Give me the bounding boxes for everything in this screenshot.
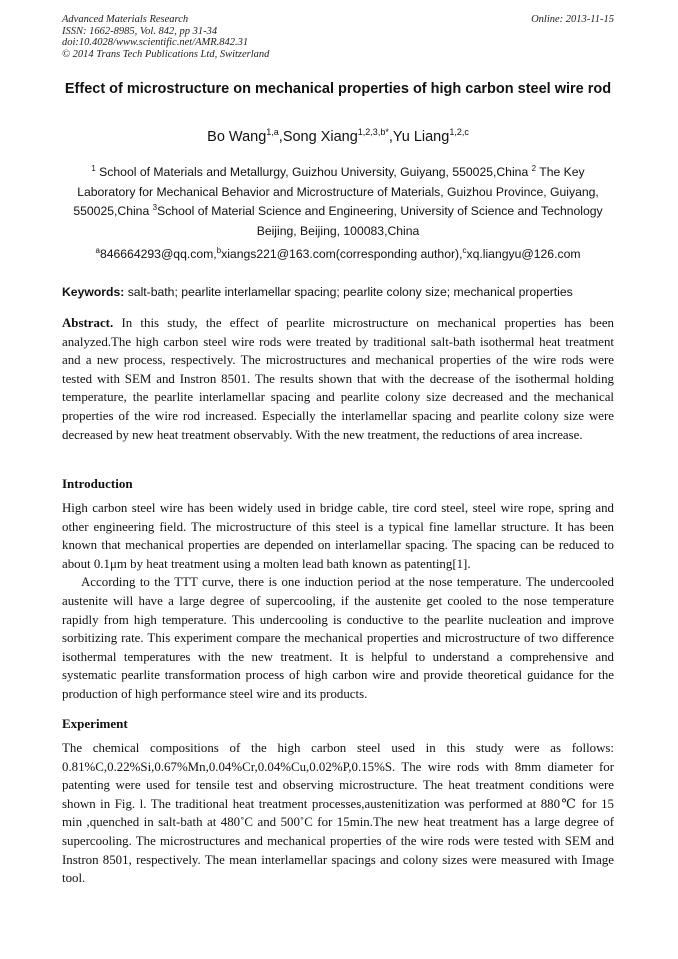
paragraph: High carbon steel wire has been widely used in bridge cable, tire cord steel, steel wire rope, spring and other engineering field. The microstructure of this steel is a typical fine lamellar structure. It has been known that mechanical properties are depended on interlamellar spacing. The spacing can be reduced to about 0.1μm by heat treatment using a molten lead bath known as patenting[1].	[62, 501, 614, 571]
paper-title: Effect of microstructure on mechanical properties of high carbon steel wire rod	[64, 81, 612, 97]
doi-line: doi:10.4028/www.scientific.net/AMR.842.31	[62, 37, 249, 48]
issn-line: ISSN: 1662-8985, Vol. 842, pp 31-34	[62, 25, 218, 37]
copyright-line: © 2014 Trans Tech Publications Ltd, Switzerland	[62, 48, 270, 60]
author-sup: 1,2,c	[449, 127, 469, 137]
email-sup: a	[95, 246, 100, 255]
abstract-text: In this study, the effect of pearlite microstructure on mechanical properties has been analyzed.The high carbon steel wire rods were treated by traditional salt-bath isothermal heat treatment and a new process, respectively. The microstructures and mechanical properties of the wire rods were tested with SEM and Instron 8501. The results shown that with the decrease of the isothermal holding temperature, the pearlite interlamellar spacing and pearlite colony size decreased and the mechanical properties of the wire rod increased. Especially the interlamellar spacing and pearlite colony size were decreased by new heat treatment observably. With the new treatment, the reductions of area increase.	[62, 316, 614, 442]
author-sep: ,	[278, 129, 283, 145]
affil-sup: 1	[91, 164, 96, 173]
author-list	[62, 127, 614, 147]
paragraph: According to the TTT curve, there is one induction period at the nose temperature. The undercooled austenite will have a large degree of supercooling, if the austenite get cooled to the nose temperature rapidly from high temperature. This undercooling is conductive to the pearlite nucleation and improve sorbitizing rate. This experiment compare the mechanical properties and microstructure of two difference isothermal temperatures with the new treatment. It is helpful to understand a comprehensive and systematic pearlite transformation process of high carbon wire and provide theoretical guidance for the production of high performance steel wire and its products.	[62, 575, 614, 701]
affil-sup: 3	[152, 203, 158, 212]
email-sup: c	[462, 246, 467, 255]
affil-sup: 2	[531, 164, 537, 173]
online-date	[531, 14, 614, 26]
abstract-label: Abstract.	[62, 316, 114, 330]
affiliations	[62, 163, 614, 241]
author-name: Yu Liang	[392, 129, 450, 145]
affiliation-2: The Key Laboratory for Mechanical Behavior and Microstructure of Materials, Guizhou Province, Guiyang, 550025,China	[73, 165, 599, 218]
author-sup: 1,2,3,b*	[357, 127, 389, 137]
journal-header	[62, 14, 269, 60]
affiliation-3: School of Material Science and Engineering, University of Science and Technology Beijing, Beijing, 100083,China	[157, 204, 603, 238]
email-sup: b	[216, 246, 222, 255]
keywords	[62, 284, 614, 300]
experiment-body	[62, 739, 614, 888]
keywords-label: Keywords:	[62, 285, 125, 299]
email-link[interactable]: xiangs221@163.com(corresponding author),	[221, 247, 463, 261]
abstract	[62, 314, 614, 444]
journal-name: Advanced Materials Research	[62, 14, 189, 25]
author-name: Song Xiang	[282, 129, 358, 145]
author-sup: 1,a	[266, 127, 279, 137]
introduction-body	[62, 499, 614, 704]
author-name: Bo Wang	[207, 129, 267, 145]
email-link[interactable]: xq.liangyu@126.com	[466, 247, 581, 261]
email-link[interactable]: 846664293@qq.com,	[99, 247, 217, 261]
section-heading-experiment: Experiment	[62, 716, 128, 731]
section-heading-introduction: Introduction	[62, 476, 133, 491]
online-date-text: Online: 2013-11-15	[531, 14, 614, 25]
affiliation-1: School of Materials and Metallurgy, Guizhou University, Guiyang, 550025,China	[95, 165, 532, 179]
paragraph: The chemical compositions of the high carbon steel used in this study were as follows: 0.81%C,0.22%Si,0.67%Mn,0.04%Cr,0.04%Cu,0.02%P,0.15%S. The wire rods with 8mm diameter for patenting were used for tensile test and observing microstructure. The heat treatment conditions were shown in Fig. l. The traditional heat treatment processes,austenitization was performed at 880℃ for 15 min ,quenched in salt-bath at 480˚C and 500˚C for 15min.The new heat treatment has a large degree of supercooling. The microstructures and mechanical properties of the wire rods were tested with SEM and Instron 8501, respectively. The mean interlamellar spacings and colony sizes were measured with Image tool.	[62, 741, 614, 886]
keywords-text: salt-bath; pearlite interlamellar spacing; pearlite colony size; mechanical properties	[124, 285, 573, 299]
author-sep: ,	[388, 129, 393, 145]
email-line	[62, 246, 614, 262]
